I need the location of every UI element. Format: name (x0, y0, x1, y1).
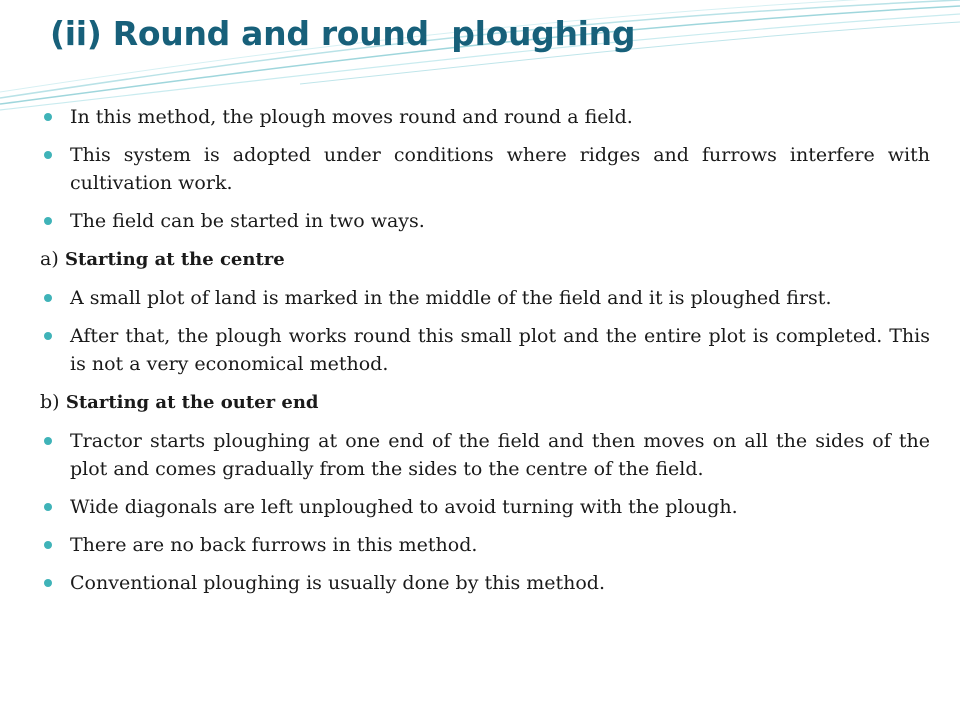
list-item-text: The field can be started in two ways. (70, 210, 425, 232)
page-title: (ii) Round and round ploughing (50, 14, 636, 53)
bullet-dot (44, 332, 52, 340)
list-item (40, 569, 930, 597)
list-item-text: A small plot of land is marked in the middle of the field and it is ploughed first. (70, 287, 832, 309)
bullet-dot (44, 113, 52, 121)
list-item (40, 284, 930, 312)
list-item-text: There are no back furrows in this method. (70, 534, 478, 556)
list-item (40, 427, 930, 483)
bullet-dot (44, 294, 52, 302)
section-a-prefix: a) (40, 248, 59, 270)
section-a-title: Starting at the centre (65, 249, 285, 270)
list-item (40, 141, 930, 197)
list-item (40, 103, 930, 131)
bullet-dot (44, 579, 52, 587)
list-item-text: Tractor starts ploughing at one end of the field and then moves on all the sides of the plot and comes gradually from the sides to the centre of the field. (70, 430, 930, 480)
bullet-dot (44, 151, 52, 159)
bullet-dot (44, 541, 52, 549)
bullet-dot (44, 437, 52, 445)
list-item-text: Wide diagonals are left unploughed to avoid turning with the plough. (70, 496, 738, 518)
list-item (40, 207, 930, 235)
section-b-prefix: b) (40, 391, 60, 413)
list-item-text: Conventional ploughing is usually done by this method. (70, 572, 606, 594)
section-a-heading (40, 245, 930, 274)
list-item-text: This system is adopted under conditions where ridges and furrows interfere with cultivation work. (70, 144, 930, 194)
list-item (40, 531, 930, 559)
list-item (40, 493, 930, 521)
bullet-dot (44, 503, 52, 511)
section-b-heading (40, 388, 930, 417)
list-item-text: After that, the plough works round this small plot and the entire plot is completed. This is not a very economical method. (70, 325, 930, 375)
section-b-title: Starting at the outer end (65, 392, 319, 413)
list-item (40, 322, 930, 378)
bullet-dot (44, 217, 52, 225)
slide-content (40, 103, 930, 607)
list-item-text: In this method, the plough moves round and round a field. (70, 106, 633, 128)
